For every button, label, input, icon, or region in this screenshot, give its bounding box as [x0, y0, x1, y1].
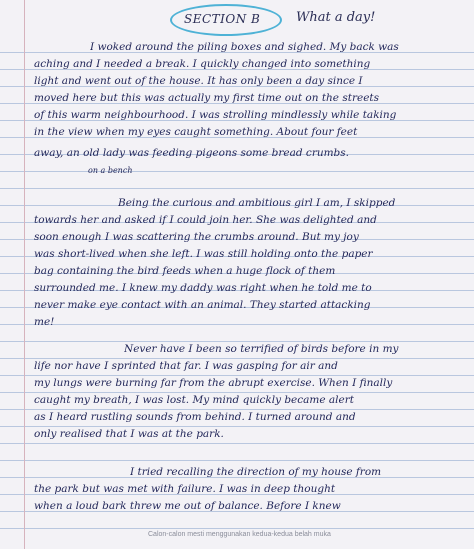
text-line: me!	[34, 316, 55, 328]
section-label: SECTION B	[184, 12, 261, 26]
insertion-note: on a bench	[88, 166, 133, 175]
page-header	[0, 4, 474, 34]
text-line: Never have I been so terrified of birds before in my	[124, 343, 399, 355]
text-line: soon enough I was scattering the crumbs around. But my joy	[34, 231, 359, 243]
text-line: was short-lived when she left. I was still holding onto the paper	[34, 248, 373, 260]
text-line: I woked around the piling boxes and sighed. My back was	[90, 41, 399, 53]
text-line: only realised that I was at the park.	[34, 428, 224, 440]
text-line: moved here but this was actually my first time out on the streets	[34, 92, 380, 104]
page-footer: Calon-calon mesti menggunakan kedua-kedua belah muka	[148, 531, 331, 538]
text-line: the park but was met with failure. I was in deep thought	[34, 483, 336, 495]
essay-title: What a day!	[296, 10, 376, 25]
text-line: away, an old lady was feeding pigeons some bread crumbs.	[34, 147, 349, 159]
text-line: when a loud bark threw me out of balance. Before I knew	[34, 500, 341, 512]
text-line: light and went out of the house. It has only been a day since I	[34, 75, 363, 87]
ruled-line	[0, 528, 474, 529]
text-line: surrounded me. I knew my daddy was right when he told me to	[34, 282, 372, 294]
text-line: never make eye contact with an animal. They started attacking	[34, 299, 371, 311]
ruled-line	[0, 460, 474, 461]
text-line: Being the curious and ambitious girl I am, I skipped	[118, 197, 396, 209]
ruled-line	[0, 171, 474, 172]
margin-line	[24, 0, 25, 549]
text-line: aching and I needed a break. I quickly changed into something	[34, 58, 371, 70]
text-line: I tried recalling the direction of my house from	[130, 466, 382, 478]
text-line: bag containing the bird feeds when a huge flock of them	[34, 265, 336, 277]
text-line: of this warm neighbourhood. I was strolling mindlessly while taking	[34, 109, 397, 121]
text-line: in the view when my eyes caught something. About four feet	[34, 126, 358, 138]
ruled-line	[0, 188, 474, 189]
text-line: caught my breath, I was lost. My mind quickly became alert	[34, 394, 354, 406]
text-line: life nor have I sprinted that far. I was gasping for air and	[34, 360, 338, 372]
ruled-line	[0, 443, 474, 444]
text-line: towards her and asked if I could join her. She was delighted and	[34, 214, 377, 226]
text-line: as I heard rustling sounds from behind. I turned around and	[34, 411, 356, 423]
text-line: my lungs were burning far from the abrupt exercise. When I finally	[34, 377, 393, 389]
